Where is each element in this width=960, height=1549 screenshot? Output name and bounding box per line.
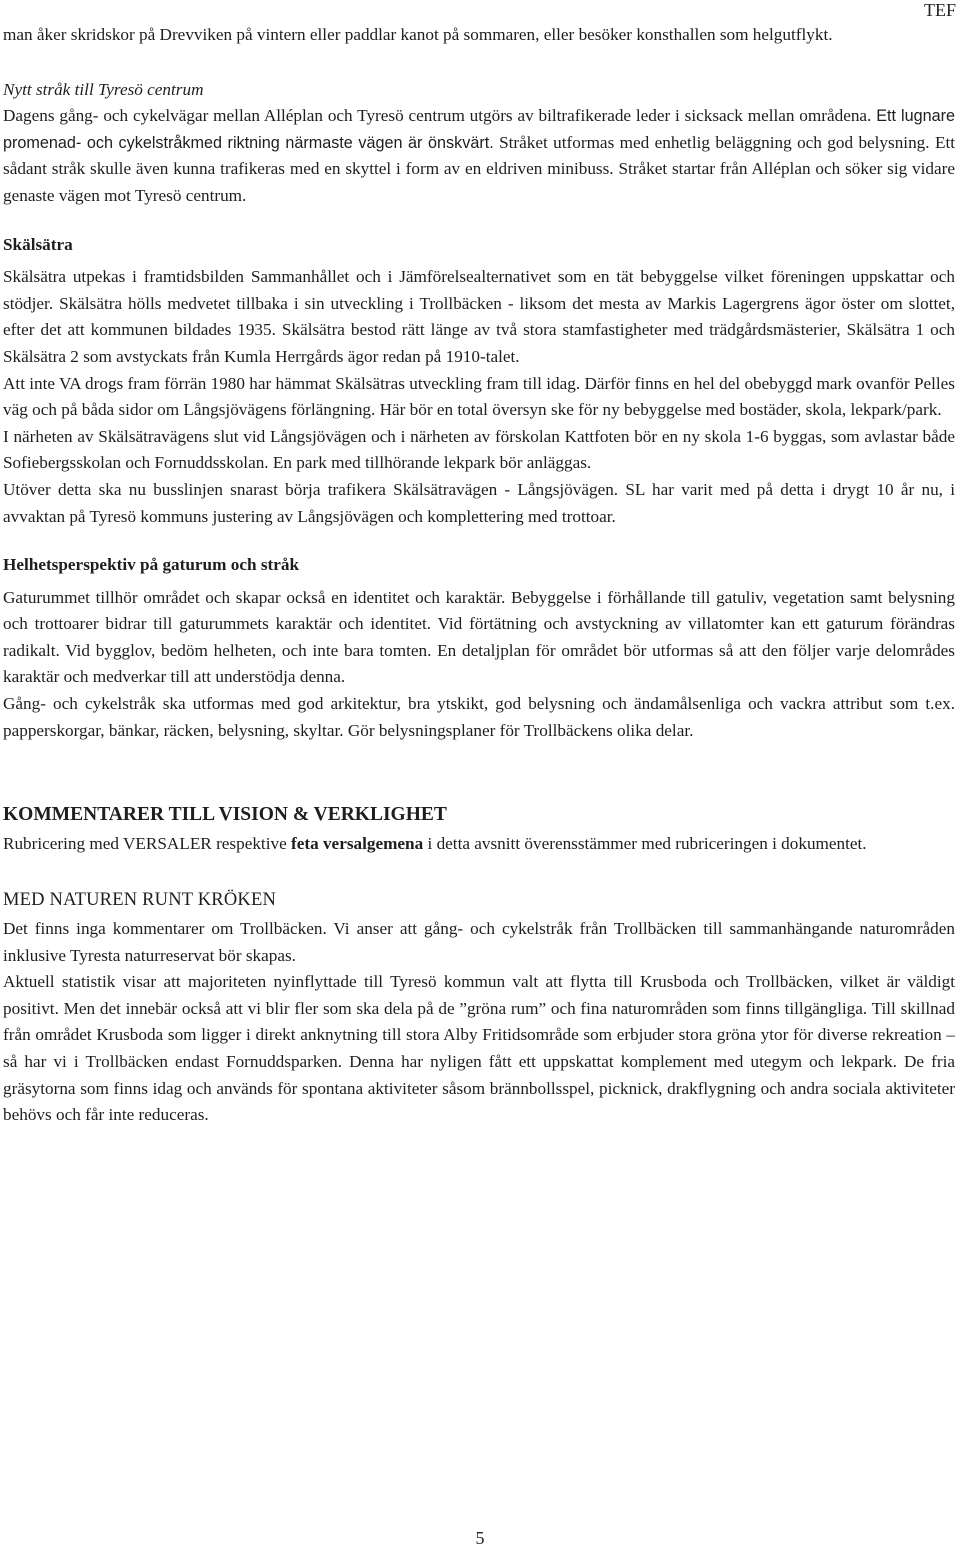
skalsatra-paragraph-4: Utöver detta ska nu busslinjen snarast börja trafikera Skälsätravägen - Långsjövägen. SL har varit med på detta i drygt 10 år nu, i avvaktan på Tyresö kommuns justering av Långsjövägen och komplettering med trottoar. xyxy=(3,479,955,526)
helhet-paragraph-2: Gång- och cykelstråk ska utformas med god arkitektur, bra ytskikt, god belysning och ändamålsenliga och vackra attribut som t.ex. papperskorgar, bänkar, räcken, belysning, skyltar. Gör belysningsplaner för Trollbäckens olika delar. xyxy=(3,694,955,740)
skalsatra-paragraph-3: I närheten av Skälsätravägens slut vid Långsjövägen och i närheten av förskolan Kattfoten bör en ny skola 1-6 byggas, som avlastar både Sofiebergsskolan och Fornuddsskolan. En park med tillhörande lekpark bör anläggas. xyxy=(3,426,955,473)
path-section-heading: Nytt stråk till Tyresö centrum xyxy=(3,79,204,99)
intro-paragraph: man åker skridskor på Drevviken på vintern eller paddlar kanot på sommaren, eller besöker konsthallen som helgutflykt. xyxy=(3,25,833,44)
skalsatra-paragraph-2: Att inte VA drogs fram förrän 1980 har hämmat Skälsätras utveckling fram till idag. Därför finns en hel del obebyggd mark ovanför Pelles väg och på båda sidor om Långsjövägens förlängning. Här bör en total översyn ske för ny bebyggelse med bostäder, skola, lekpark/park. xyxy=(3,373,955,420)
naturen-heading: MED NATUREN RUNT KRÖKEN xyxy=(3,890,277,911)
header-mark: TEF xyxy=(923,0,956,20)
kommentarer-paragraph xyxy=(3,831,955,858)
document-body xyxy=(3,22,955,1129)
helhet-heading: Helhetsperspektiv på gaturum och stråk xyxy=(3,555,300,575)
skalsatra-paragraph-1: Skälsätra utpekas i framtidsbilden Sammanhållet och i Jämförelsealternativet som en tät bebyggelse vilket föreningen uppskattar och stödjer. Skälsätra hölls medvetet tillbaka i sin utveckling i Trollbäcken - liksom det mesta av Markis Lagergrens ägor öster om slottet, efter det att kommunen bildades 1935. Skälsätra bestod rätt länge av två stora stamfastigheter med trädgårdsmästerier, Skälsätra 1 och Skälsätra 2 som avstyckats från Kumla Herrgårds ägor redan på 1910-talet. xyxy=(3,267,955,366)
naturen-paragraph-1: Det finns inga kommentarer om Trollbäcken. Vi anser att gång- och cykelstråk från Trollbäcken till sammanhängande naturområden inklusive Tyresta naturreservat bör skapas. xyxy=(3,919,955,965)
naturen-paragraph-2: Aktuell statistik visar att majoriteten nyinflyttade till Tyresö kommun valt att flytta till Krusboda och Trollbäcken, vilket är väldigt positivt. Men det innebär också att vi blir fler som ska dela på de ”gröna rum” och fina naturområden som finns tillgängliga. Till skillnad från området Krusboda som ligger i direkt anknytning till stora Alby Fritidsområde som erbjuder stora gröna ytor för diverse rekreation – så har vi i Trollbäcken endast Fornuddsparken. Denna har nyligen fått ett uppskattat komplement med utegym och lekpark. De fria gräsytorna som finns idag och används för spontana aktiviteter såsom brännbollsspel, picknick, drakflygning och andra sociala aktiviteter behövs och får inte reduceras. xyxy=(3,972,955,1125)
path-section-paragraph xyxy=(3,103,955,209)
page-number: 5 xyxy=(475,1528,485,1548)
skalsatra-heading: Skälsätra xyxy=(3,234,73,254)
path-text-b: Ett lugnare promenad- och cykelstråkmed riktning närmaste vägen är önskvärt. xyxy=(3,107,956,152)
path-text-c: Stråket utformas med enhetlig beläggning och god belysning. Ett sådant stråk skulle även kunna trafikeras med en skyttel i form av en eldriven minibuss. Stråket startar från Alléplan och söker sig vidare genaste vägen mot Tyresö centrum. xyxy=(3,132,955,205)
kommentarer-text-bold: feta versalgemena xyxy=(291,833,424,853)
path-text-a: Dagens gång- och cykelvägar mellan Alléplan och Tyresö centrum utgörs av biltrafikerade leder i sicksack mellan områdena. xyxy=(3,106,877,126)
helhet-paragraph-1: Gaturummet tillhör området och skapar också en identitet och karaktär. Bebyggelse i förhållande till gatuliv, vegetation samt belysning och trottoarer bidrar till gaturummets karaktär och identitet. Vid förtätning och avstyckning av villatomter kan ett gaturum förändras radikalt. Vid bygglov, bedöm helheten, och inte bara tomten. En detaljplan för området bör utformas så att den följer varje delområdes karaktär och medverkar till att understödja denna. xyxy=(3,587,955,687)
kommentarer-text-b: i detta avsnitt överensstämmer med rubriceringen i dokumentet. xyxy=(423,833,867,853)
kommentarer-heading: KOMMENTARER TILL VISION & VERKLIGHET xyxy=(3,804,447,826)
kommentarer-text-a: Rubricering med VERSALER respektive xyxy=(3,833,291,853)
